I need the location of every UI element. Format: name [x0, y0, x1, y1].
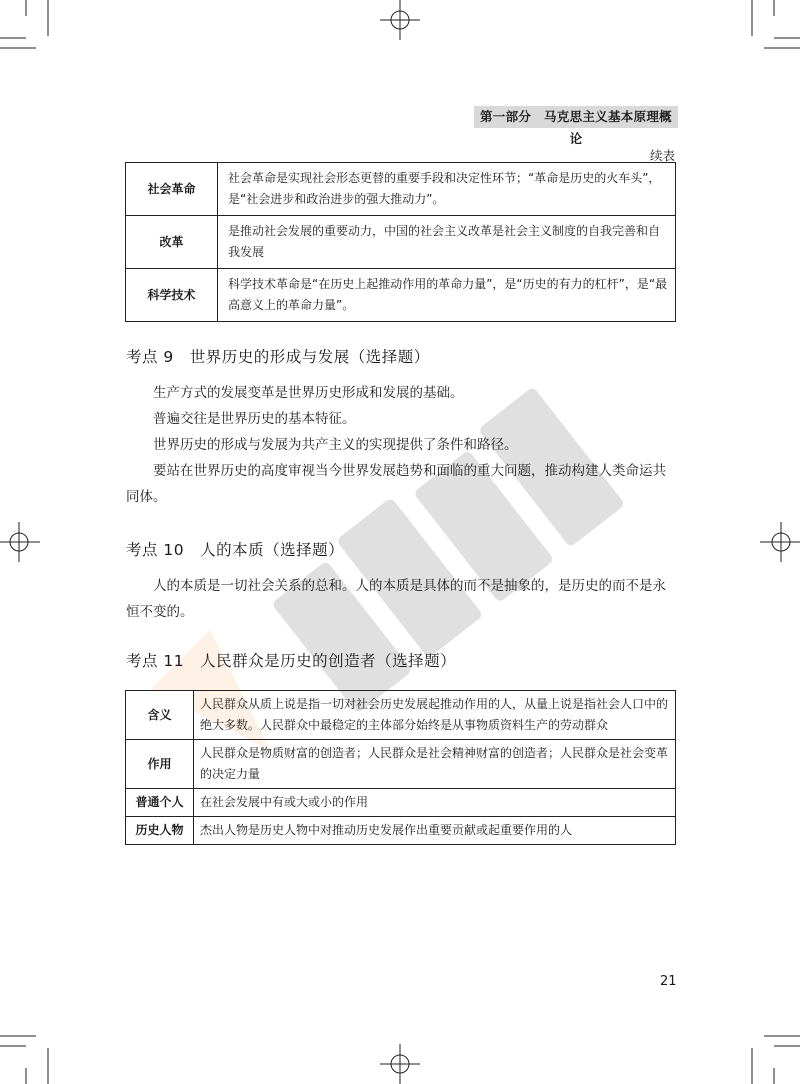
row-text: 人民群众是物质财富的创造者；人民群众是社会精神财富的创造者；人民群众是社会变革的决定力量 [194, 740, 676, 789]
continued-label: 续表 [649, 148, 675, 163]
table-historical-forces [125, 162, 676, 322]
table-row [126, 269, 676, 322]
row-head: 含义 [126, 691, 194, 740]
table-row [126, 789, 676, 817]
row-head: 历史人物 [126, 817, 194, 845]
table-row [126, 817, 676, 845]
section-9-paragraph: 世界历史的形成与发展为共产主义的实现提供了条件和路径。 [153, 437, 518, 453]
section-10-title: 考点 10 人的本质（选择题） [126, 541, 345, 559]
page-number: 21 [660, 974, 677, 989]
section-9-paragraph: 要站在世界历史的高度审视当今世界发展趋势和面临的重大问题，推动构建人类命运共同体。 [126, 463, 666, 505]
row-head: 作用 [126, 740, 194, 789]
row-text: 是推动社会发展的重要动力，中国的社会主义改革是社会主义制度的自我完善和自我发展 [218, 216, 676, 269]
row-text: 杰出人物是历史人物中对推动历史发展作出重要贡献或起重要作用的人 [194, 817, 676, 845]
row-head: 科学技术 [126, 269, 218, 322]
section-9-paragraph: 普遍交往是世界历史的基本特征。 [153, 411, 356, 427]
table-row [126, 216, 676, 269]
section-9-title: 考点 9 世界历史的形成与发展（选择题） [126, 348, 430, 366]
table-row [126, 163, 676, 216]
table-masses [125, 690, 676, 845]
row-text: 科学技术革命是“在历史上起推动作用的革命力量”，是“历史的有力的杠杆”，是“最高意义上的革命力量”。 [218, 269, 676, 322]
section-11-title: 考点 11 人民群众是历史的创造者（选择题） [126, 652, 457, 670]
row-head: 社会革命 [126, 163, 218, 216]
running-head: 第一部分 马克思主义基本原理概论 [474, 106, 678, 128]
section-9-paragraph: 生产方式的发展变革是世界历史形成和发展的基础。 [153, 385, 464, 401]
table-row [126, 740, 676, 789]
table-row [126, 691, 676, 740]
section-10-paragraph: 人的本质是一切社会关系的总和。人的本质是具体的而不是抽象的，是历史的而不是永恒不变的。 [126, 578, 666, 620]
row-head: 改革 [126, 216, 218, 269]
row-head: 普通个人 [126, 789, 194, 817]
row-text: 人民群众从质上说是指一切对社会历史发展起推动作用的人，从量上说是指社会人口中的绝大多数。人民群众中最稳定的主体部分始终是从事物质资料生产的劳动群众 [194, 691, 676, 740]
row-text: 在社会发展中有或大或小的作用 [194, 789, 676, 817]
row-text: 社会革命是实现社会形态更替的重要手段和决定性环节；“革命是历史的火车头”，是“社会进步和政治进步的强大推动力”。 [218, 163, 676, 216]
